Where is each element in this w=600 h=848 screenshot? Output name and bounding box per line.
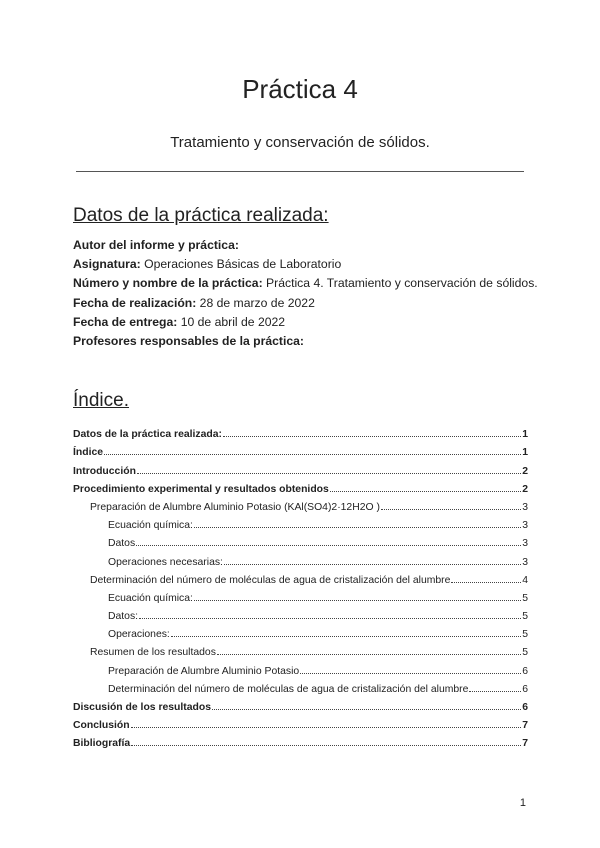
toc-entry-page: 1: [522, 447, 528, 459]
field-label: Profesores responsables de la práctica:: [73, 334, 304, 349]
toc-leader: [224, 564, 521, 565]
toc-leader: [194, 600, 521, 601]
field-value: Operaciones Básicas de Laboratorio: [144, 257, 342, 272]
toc-leader: [194, 527, 521, 528]
toc-entry[interactable]: [73, 658, 528, 676]
toc-entry[interactable]: [73, 458, 528, 476]
toc-entry-page: 2: [522, 483, 528, 495]
toc-entry-title: Bibliografía: [73, 738, 131, 750]
toc-entry[interactable]: [73, 713, 528, 731]
toc-entry[interactable]: [73, 495, 528, 513]
toc-leader: [137, 473, 521, 474]
subtitle: Tratamiento y conservación de sólidos.: [170, 134, 430, 151]
toc-entry-title: Conclusión: [73, 720, 130, 732]
toc-entry-title: Datos de la práctica realizada:: [73, 429, 222, 441]
toc-entry[interactable]: [73, 731, 528, 749]
toc-leader: [212, 709, 521, 710]
toc-leader: [131, 727, 522, 728]
toc-entry-page: 5: [522, 592, 528, 604]
toc-entry[interactable]: [73, 622, 528, 640]
toc-entry-title: Ecuación química:: [108, 520, 193, 532]
toc-entry-page: 2: [522, 465, 528, 477]
toc-entry-title: Resumen de los resultados: [90, 647, 216, 659]
field-label: Fecha de entrega:: [73, 314, 178, 329]
toc-entry-page: 5: [522, 611, 528, 623]
toc-entry-title: Preparación de Alumbre Aluminio Potasio: [108, 665, 300, 677]
field-label: Fecha de realización:: [73, 295, 197, 310]
field-label: Autor del informe y práctica:: [73, 238, 239, 252]
field-teachers: [73, 332, 543, 351]
field-value: 10 de abril de 2022: [180, 314, 286, 329]
toc-leader: [217, 654, 521, 655]
toc-entry-title: Datos:: [108, 611, 139, 623]
toc-entry-page: 1: [522, 429, 528, 441]
datos-heading: Datos de la práctica realizada:: [73, 205, 329, 226]
toc-leader: [223, 436, 521, 437]
toc-entry-title: Determinación del número de moléculas de agua de cristalización del alumbre: [108, 683, 469, 695]
toc-entry-title: Discusión de los resultados: [73, 702, 212, 713]
toc-entry-title: Preparación de Alumbre Aluminio Potasio (KAl(SO4)2·12H2O ): [90, 501, 380, 513]
toc-entry-title: Ecuación química:: [108, 592, 193, 604]
page-number: 1: [519, 797, 526, 809]
toc-leader: [131, 745, 521, 746]
toc-entry-title: Datos: [108, 538, 136, 550]
toc-entry-title: Operaciones:: [108, 629, 170, 641]
horizontal-divider: [76, 171, 524, 172]
toc-entry-page: 3: [522, 538, 528, 550]
toc-entry[interactable]: [73, 513, 528, 531]
toc-entry-title: Introducción: [73, 465, 136, 477]
toc-leader: [451, 582, 521, 583]
toc-entry-page: 3: [522, 556, 528, 568]
toc-entry-page: 3: [522, 501, 528, 513]
toc-entry-page: 3: [522, 520, 528, 532]
toc-entry-page: 6: [522, 683, 528, 695]
toc-leader: [104, 454, 521, 455]
field-value: 28 de marzo de 2022: [199, 295, 315, 310]
toc-entry[interactable]: [73, 531, 528, 549]
field-subject: [73, 255, 543, 274]
field-label: Número y nombre de la práctica:: [73, 276, 263, 291]
toc-entry[interactable]: [73, 477, 528, 495]
toc-leader: [381, 509, 521, 510]
field-delivery-date: [73, 313, 543, 332]
toc-entry-page: 4: [522, 574, 528, 586]
toc-leader: [300, 673, 521, 674]
toc-entry-page: 6: [522, 665, 528, 677]
toc-entry[interactable]: [73, 586, 528, 604]
toc-entry[interactable]: [73, 677, 528, 695]
toc-entry[interactable]: [73, 422, 528, 440]
toc-entry-page: 5: [522, 647, 528, 659]
toc-entry-page: 7: [522, 738, 528, 750]
toc-leader: [330, 491, 521, 492]
toc-entry[interactable]: [73, 695, 528, 713]
toc-leader: [469, 691, 521, 692]
toc-entry-page: 7: [522, 720, 528, 732]
toc-entry[interactable]: [73, 604, 528, 622]
field-value: Práctica 4. Tratamiento y conservación de sólidos.: [266, 276, 538, 291]
toc-entry[interactable]: [73, 640, 528, 658]
table-of-contents: [73, 422, 528, 749]
toc-leader: [171, 636, 521, 637]
toc-entry[interactable]: [73, 549, 528, 567]
toc-entry-page: 6: [522, 702, 528, 713]
toc-leader: [136, 545, 521, 546]
indice-heading: Índice.: [73, 390, 129, 411]
field-practice-name: [73, 274, 543, 293]
field-author: [73, 236, 543, 255]
toc-entry[interactable]: [73, 440, 528, 458]
field-date-done: [73, 294, 543, 313]
toc-entry-title: Operaciones necesarias:: [108, 556, 223, 568]
page-title: Práctica 4: [242, 74, 358, 104]
practice-details: [73, 236, 543, 351]
toc-leader: [139, 618, 521, 619]
toc-entry[interactable]: [73, 568, 528, 586]
toc-entry-title: Determinación del número de moléculas de agua de cristalización del alumbre: [90, 574, 451, 586]
toc-entry-title: Índice: [73, 447, 104, 459]
field-label: Asignatura:: [73, 257, 141, 272]
toc-entry-page: 5: [522, 629, 528, 641]
toc-entry-title: Procedimiento experimental y resultados obtenidos: [73, 483, 329, 495]
